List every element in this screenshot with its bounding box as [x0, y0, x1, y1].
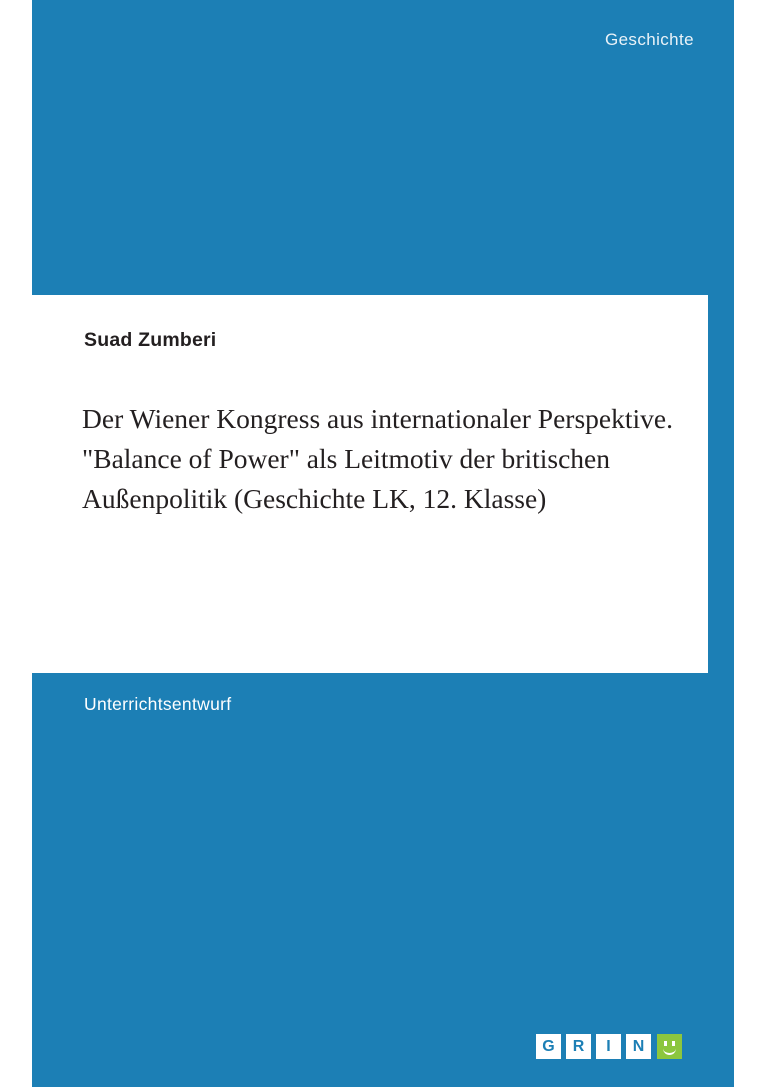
author-name: Suad Zumberi — [84, 329, 217, 351]
publisher-letter-i: I — [596, 1034, 621, 1059]
publisher-letter-r: R — [566, 1034, 591, 1059]
publisher-logo-letters — [536, 1034, 651, 1059]
document-type-label: Unterrichtsentwurf — [84, 694, 232, 714]
page-title: Der Wiener Kongress aus internationaler Perspektive. "Balance of Power" als Leitmotiv der britischen Außenpolitik (Geschichte LK, 12. Klasse) — [82, 403, 673, 514]
title-panel — [32, 295, 708, 673]
publisher-letter-n: N — [626, 1034, 651, 1059]
publisher-logo — [536, 1034, 682, 1059]
category-label: Geschichte — [604, 30, 694, 49]
smiley-mouth-icon — [663, 1047, 676, 1055]
cover-background — [32, 0, 734, 1087]
smiley-icon — [657, 1034, 682, 1059]
publisher-letter-g: G — [536, 1034, 561, 1059]
smiley-eye-right-icon — [672, 1041, 675, 1046]
smiley-eye-left-icon — [664, 1041, 667, 1046]
